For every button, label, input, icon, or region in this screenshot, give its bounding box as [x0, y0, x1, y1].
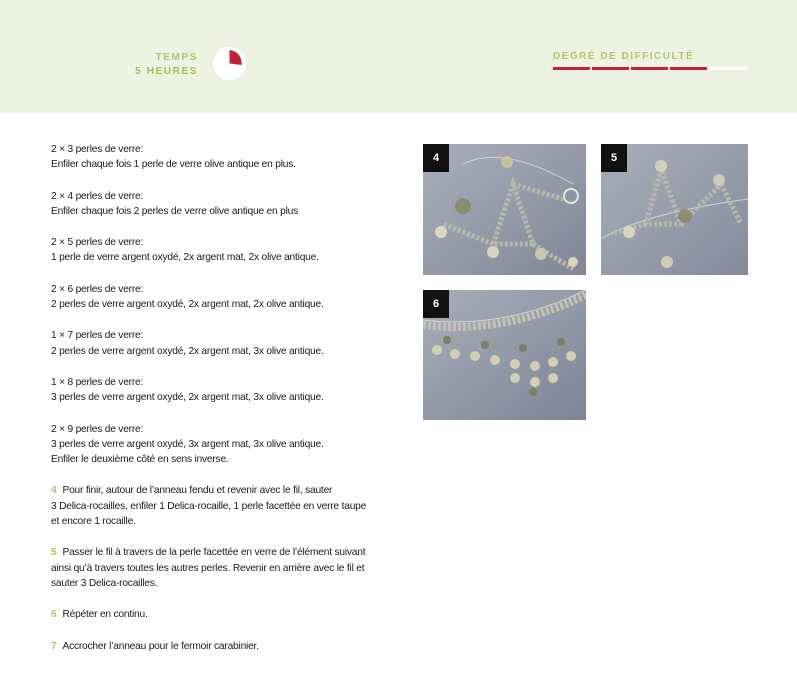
step-line [51, 514, 391, 529]
step-line [51, 639, 391, 654]
step-line [51, 576, 391, 591]
difficulty-bar [553, 67, 746, 70]
instruction-line: 2 × 3 perles de verre: [51, 144, 144, 155]
clock-pie-icon [213, 47, 246, 80]
instruction-line: Enfiler chaque fois 2 perles de verre olive antique en plus [51, 205, 299, 217]
photo-badge: 4 [423, 144, 449, 172]
instruction-line: 2 perles de verre argent oxydé, 2x argent mat, 2x olive antique. [51, 299, 324, 311]
time-label [135, 51, 198, 79]
step-text: sauter 3 Delica-rocailles. [51, 577, 158, 589]
instruction-block [51, 422, 391, 468]
time-value: 5 HEURES [135, 66, 198, 77]
instruction-line: 2 × 5 perles de verre: [51, 237, 144, 249]
photo-badge: 6 [423, 290, 449, 318]
step-block [51, 545, 391, 591]
step-line [51, 483, 391, 498]
step-number: 5 [51, 547, 57, 559]
header-band [0, 0, 797, 113]
instruction-block [51, 142, 391, 173]
difficulty-segment [553, 67, 590, 70]
step-block [51, 607, 391, 622]
step-block [51, 483, 391, 529]
step-text: Passer le fil à travers de la perle facettée en verre de l’élément suivant [62, 547, 366, 559]
instruction-block [51, 235, 391, 266]
instruction-line: 3 perles de verre argent oxydé, 3x argent mat, 3x olive antique. [51, 438, 324, 450]
difficulty-segment [631, 67, 668, 70]
photo-step-5 [601, 144, 748, 275]
instruction-block [51, 375, 391, 406]
difficulty-label: DEGRÉ DE DIFFICULTÉ [553, 51, 695, 62]
step-text: ainsi qu’à travers toutes les autres perles. Revenir en arrière avec le fil et [51, 562, 365, 574]
instruction-line: 2 × 9 perles de verre: [51, 423, 144, 435]
instruction-line: Enfiler le deuxième côté en sens inverse. [51, 454, 229, 466]
instruction-block [51, 328, 391, 359]
step-line [51, 561, 391, 576]
instruction-block [51, 189, 391, 220]
difficulty-segment [592, 67, 629, 70]
instruction-block [51, 282, 391, 313]
step-text: et encore 1 rocaille. [51, 516, 136, 528]
step-number: 4 [51, 485, 57, 497]
difficulty-segment [709, 67, 746, 70]
step-text: Pour finir, autour de l’anneau fendu et revenir avec le fil, sauter [62, 485, 333, 497]
instruction-line: Enfiler chaque fois 1 perle de verre olive antique en plus. [51, 159, 296, 171]
step-text: Répéter en continu. [62, 609, 148, 621]
photo-badge: 5 [601, 144, 627, 172]
step-line [51, 545, 391, 560]
instructions-column [51, 142, 391, 670]
time-title: TEMPS [155, 52, 198, 63]
instruction-line: 1 perle de verre argent oxydé, 2x argent mat, 2x olive antique. [51, 252, 319, 264]
step-number: 7 [51, 640, 57, 652]
step-number: 6 [51, 609, 57, 621]
difficulty-indicator [553, 51, 746, 70]
instruction-line: 2 × 4 perles de verre: [51, 190, 144, 202]
instruction-line: 1 × 8 perles de verre: [51, 376, 144, 388]
instruction-line: 3 perles de verre argent oxydé, 2x argent mat, 3x olive antique. [51, 392, 324, 404]
step-line [51, 607, 391, 622]
step-text: 3 Delica-rocailles, enfiler 1 Delica-rocaille, 1 perle facettée en verre taupe [51, 500, 367, 512]
instruction-line: 2 perles de verre argent oxydé, 2x argent mat, 3x olive antique. [51, 345, 324, 357]
step-text: Accrocher l’anneau pour le fermoir carabinier. [62, 640, 259, 652]
difficulty-segment [670, 67, 707, 70]
photo-step-6 [423, 290, 586, 420]
step-block [51, 639, 391, 654]
photo-step-4 [423, 144, 586, 275]
instruction-line: 1 × 7 perles de verre: [51, 330, 144, 342]
step-line [51, 499, 391, 514]
instruction-line: 2 × 6 perles de verre: [51, 283, 144, 295]
